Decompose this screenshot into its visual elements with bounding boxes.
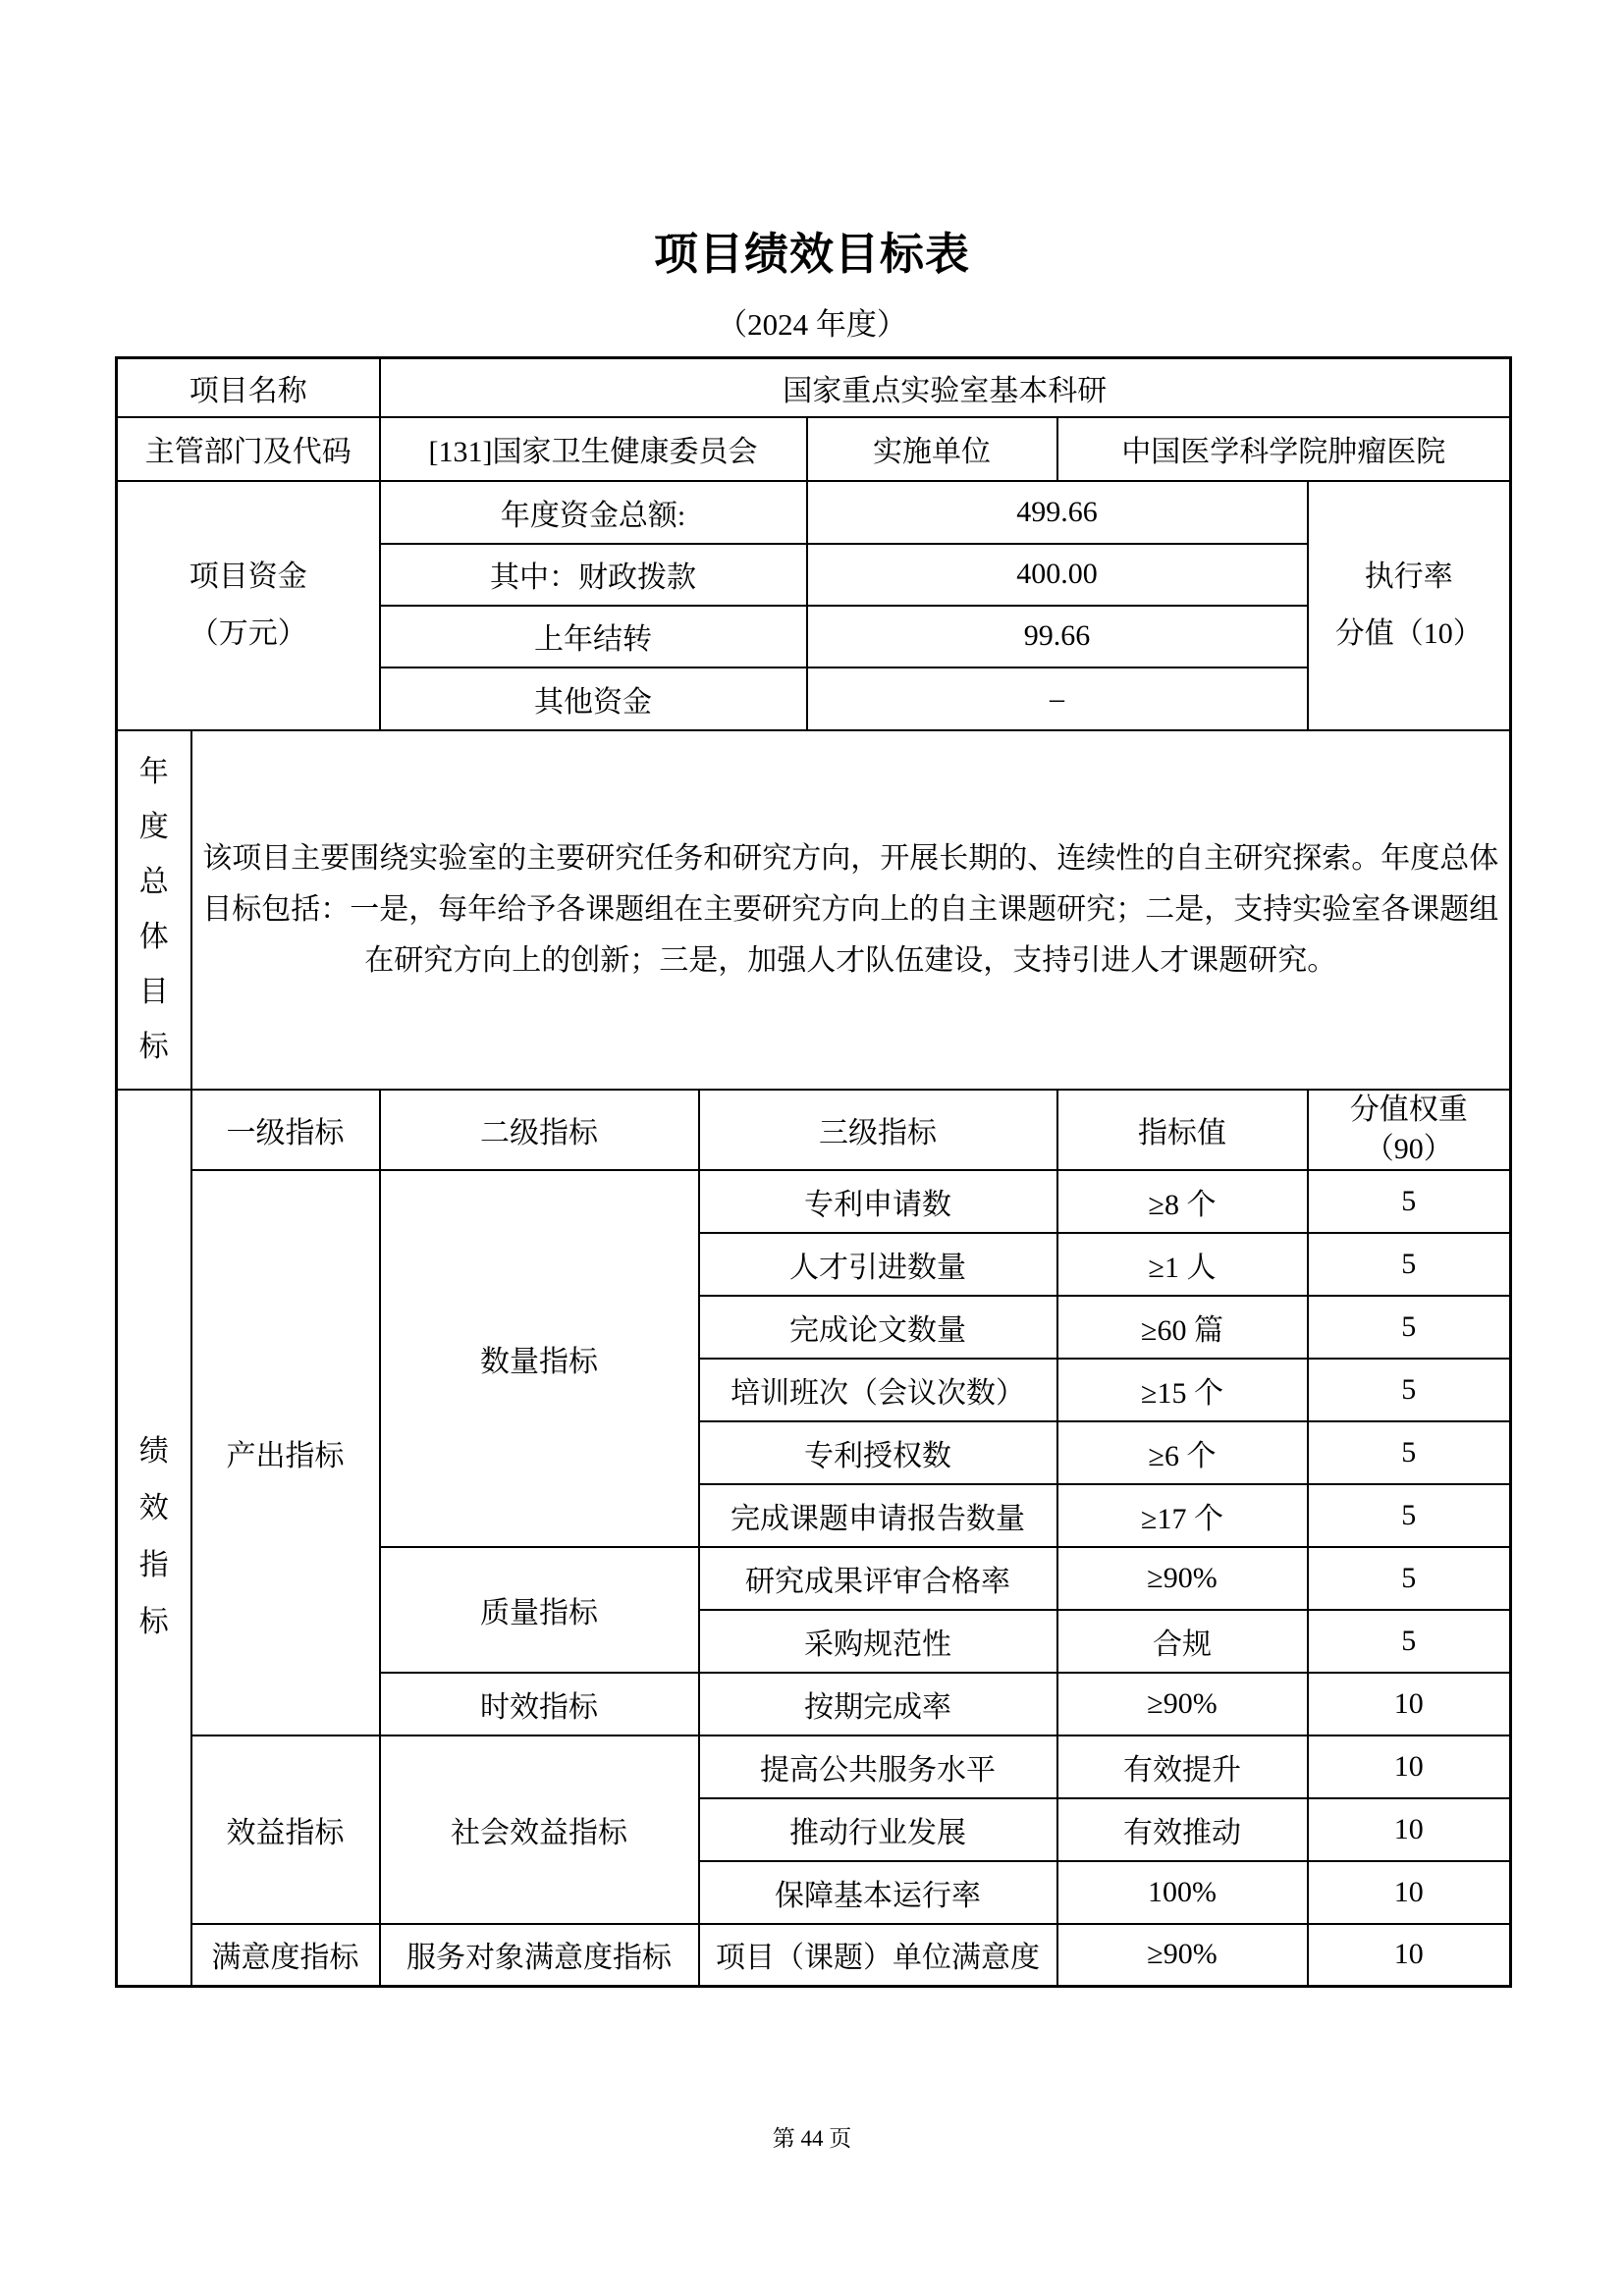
funding-other-value: – <box>807 667 1308 730</box>
level3-cell: 项目（课题）单位满意度 <box>699 1924 1057 1987</box>
page-number: 第 44 页 <box>772 2126 852 2151</box>
indicator-value-cell: 有效提升 <box>1057 1735 1308 1798</box>
indicator-row <box>117 1170 1511 1233</box>
performance-indicator-vertical-label: 绩效指标 <box>117 1090 191 1987</box>
annual-goal-vertical-label: 年度总体目标 <box>117 730 191 1090</box>
level3-cell: 人才引进数量 <box>699 1233 1057 1296</box>
annual-goal-text: 该项目主要围绕实验室的主要研究任务和研究方向，开展长期的、连续性的自主研究探索。年度总体目标包括：一是，每年给予各课题组在主要研究方向上的自主课题研究；二是，支持实验室各课题组在研究方向上的创新；三是，加强人才队伍建设，支持引进人才课题研究。 <box>191 730 1511 1090</box>
header-value: 指标值 <box>1057 1090 1308 1170</box>
project-name-row <box>117 358 1511 417</box>
indicator-value-cell: ≥17 个 <box>1057 1484 1308 1547</box>
header-level1: 一级指标 <box>191 1090 380 1170</box>
level3-cell: 完成论文数量 <box>699 1296 1057 1359</box>
level1-satisfaction: 满意度指标 <box>191 1924 380 1987</box>
score-cell: 5 <box>1308 1484 1511 1547</box>
indicator-value-cell: 合规 <box>1057 1610 1308 1673</box>
level2-service-satisfaction: 服务对象满意度指标 <box>380 1924 699 1987</box>
funding-carryover-label: 上年结转 <box>380 606 807 667</box>
score-cell: 5 <box>1308 1296 1511 1359</box>
execution-rate-line1: 执行率 <box>1364 560 1453 593</box>
level3-cell: 专利授权数 <box>699 1421 1057 1484</box>
page-title: 项目绩效目标表 <box>653 229 970 279</box>
level3-cell: 推动行业发展 <box>699 1798 1057 1861</box>
score-cell: 5 <box>1308 1547 1511 1610</box>
score-cell: 5 <box>1308 1421 1511 1484</box>
level3-cell: 培训班次（会议次数） <box>699 1359 1057 1421</box>
dept-value: [131]国家卫生健康委员会 <box>380 417 807 481</box>
score-cell: 10 <box>1308 1924 1511 1987</box>
header-score-line2: （90） <box>1364 1132 1453 1165</box>
funding-label-line1: 项目资金 <box>189 560 307 593</box>
indicator-value-cell: ≥90% <box>1057 1673 1308 1735</box>
header-score-line1: 分值权重 <box>1349 1093 1468 1126</box>
indicator-row <box>117 1924 1511 1987</box>
indicator-value-cell: 100% <box>1057 1861 1308 1924</box>
page-subtitle: （2024 年度） <box>717 307 907 342</box>
score-cell: 10 <box>1308 1735 1511 1798</box>
score-cell: 5 <box>1308 1610 1511 1673</box>
funding-row-total <box>117 481 1511 544</box>
level3-cell: 完成课题申请报告数量 <box>699 1484 1057 1547</box>
level3-cell: 研究成果评审合格率 <box>699 1547 1057 1610</box>
project-name-label: 项目名称 <box>117 358 380 417</box>
level3-cell: 提高公共服务水平 <box>699 1735 1057 1798</box>
funding-total-value: 499.66 <box>807 481 1308 544</box>
funding-fiscal-value: 400.00 <box>807 544 1308 606</box>
level3-cell: 按期完成率 <box>699 1673 1057 1735</box>
execution-rate-line2: 分值（10） <box>1334 616 1483 650</box>
impl-unit-value: 中国医学科学院肿瘤医院 <box>1057 417 1511 481</box>
indicator-value-cell: 有效推动 <box>1057 1798 1308 1861</box>
score-cell: 10 <box>1308 1861 1511 1924</box>
score-cell: 10 <box>1308 1798 1511 1861</box>
performance-target-table <box>115 356 1512 1988</box>
execution-rate-label <box>1308 481 1511 730</box>
dept-label: 主管部门及代码 <box>117 417 380 481</box>
indicator-value-cell: ≥60 篇 <box>1057 1296 1308 1359</box>
header-level3: 三级指标 <box>699 1090 1057 1170</box>
score-cell: 10 <box>1308 1673 1511 1735</box>
indicator-value-cell: ≥90% <box>1057 1547 1308 1610</box>
indicator-value-cell: ≥6 个 <box>1057 1421 1308 1484</box>
department-row <box>117 417 1511 481</box>
level1-output: 产出指标 <box>191 1170 380 1735</box>
funding-label-line2: （万元） <box>189 616 307 650</box>
funding-fiscal-label: 其中：财政拨款 <box>380 544 807 606</box>
indicator-header-row <box>117 1090 1511 1170</box>
indicator-value-cell: ≥90% <box>1057 1924 1308 1987</box>
funding-carryover-value: 99.66 <box>807 606 1308 667</box>
level3-cell: 专利申请数 <box>699 1170 1057 1233</box>
level3-cell: 保障基本运行率 <box>699 1861 1057 1924</box>
score-cell: 5 <box>1308 1233 1511 1296</box>
level1-benefit: 效益指标 <box>191 1735 380 1924</box>
indicator-value-cell: ≥1 人 <box>1057 1233 1308 1296</box>
level2-quality: 质量指标 <box>380 1547 699 1673</box>
funding-other-label: 其他资金 <box>380 667 807 730</box>
level3-cell: 采购规范性 <box>699 1610 1057 1673</box>
header-score <box>1308 1090 1511 1170</box>
impl-unit-label: 实施单位 <box>807 417 1057 481</box>
funding-total-label: 年度资金总额: <box>380 481 807 544</box>
funding-label <box>117 481 380 730</box>
indicator-row <box>117 1735 1511 1798</box>
project-name-value: 国家重点实验室基本科研 <box>380 358 1511 417</box>
level2-social-benefit: 社会效益指标 <box>380 1735 699 1924</box>
level2-timeliness: 时效指标 <box>380 1673 699 1735</box>
level2-quantity: 数量指标 <box>380 1170 699 1547</box>
header-level2: 二级指标 <box>380 1090 699 1170</box>
indicator-value-cell: ≥15 个 <box>1057 1359 1308 1421</box>
score-cell: 5 <box>1308 1170 1511 1233</box>
indicator-value-cell: ≥8 个 <box>1057 1170 1308 1233</box>
score-cell: 5 <box>1308 1359 1511 1421</box>
annual-goal-row <box>117 730 1511 1090</box>
